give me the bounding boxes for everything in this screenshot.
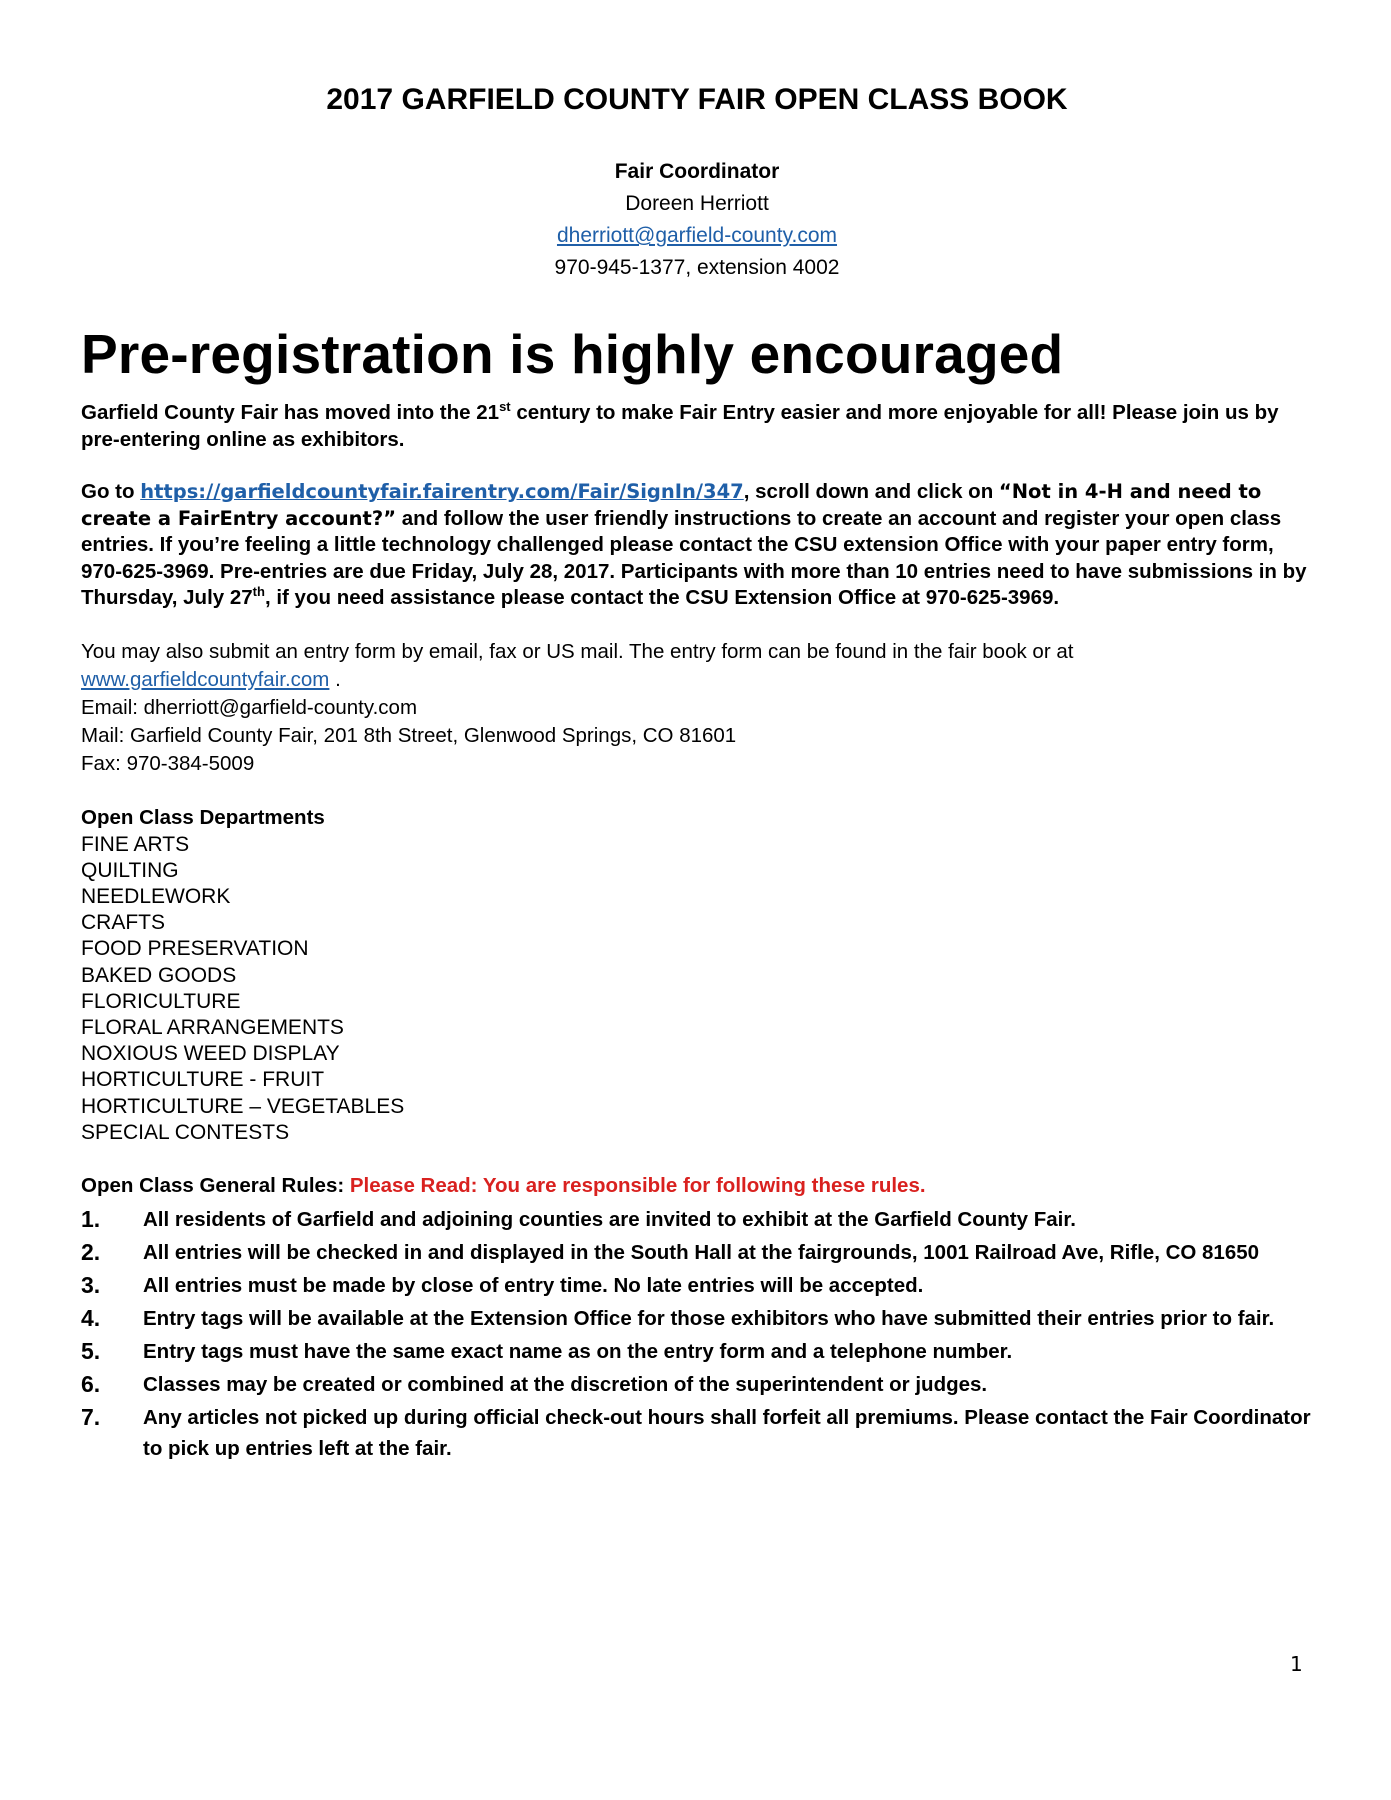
list-item: SPECIAL CONTESTS: [81, 1120, 290, 1144]
page-content: [81, 80, 1313, 1466]
rule-item: [81, 1204, 1313, 1235]
instructions-after-url: , scroll down and click on: [743, 480, 999, 503]
intro-superscript: st: [499, 399, 511, 415]
rule-item: [81, 1402, 1313, 1464]
list-item: CRAFTS: [81, 911, 165, 935]
list-item: NEEDLEWORK: [81, 884, 231, 908]
instructions-superscript: th: [252, 584, 265, 600]
headline: Pre-registration is highly encouraged: [81, 323, 1064, 385]
list-item: FINE ARTS: [81, 832, 190, 856]
list-item: FOOD PRESERVATION: [81, 937, 309, 961]
submit-text: You may also submit an entry form by email, fax or US mail. The entry form can be found in the fair book or at: [81, 639, 1074, 663]
rule-text: Entry tags will be available at the Extension Office for those exhibitors who have submitted their entries prior to fair.: [143, 1306, 1275, 1330]
rule-number: 7.: [81, 1403, 101, 1430]
instructions-end: , if you need assistance please contact the CSU Extension Office at 970-625-3969.: [264, 586, 1060, 609]
rule-text: All entries must be made by close of entry time. No late entries will be accepted.: [143, 1273, 924, 1297]
coordinator-phone: 970-945-1377, extension 4002: [554, 256, 840, 279]
submit-paragraph: [81, 638, 1313, 778]
rule-text: Entry tags must have the same exact name as on the entry form and a telephone number.: [143, 1339, 1013, 1363]
submit-mail: Mail: Garfield County Fair, 201 8th Street, Glenwood Springs, CO 81601: [81, 723, 737, 747]
coordinator-block: [81, 156, 1313, 284]
instructions-paragraph: [81, 479, 1313, 612]
website-link[interactable]: www.garfieldcountyfair.com: [81, 667, 330, 691]
departments-heading: Open Class Departments: [81, 805, 325, 829]
rule-item: [81, 1303, 1313, 1334]
instructions-go-to: Go to: [81, 480, 141, 503]
rules-heading-label: Open Class General Rules:: [81, 1173, 350, 1197]
website-trail: .: [329, 667, 341, 691]
rule-number: 4.: [81, 1304, 101, 1331]
rules-warning: Please Read: You are responsible for following these rules.: [349, 1173, 926, 1197]
list-item: HORTICULTURE – VEGETABLES: [81, 1094, 405, 1118]
page-number: 1: [1290, 1652, 1303, 1676]
document-title: 2017 GARFIELD COUNTY FAIR OPEN CLASS BOOK: [326, 83, 1068, 116]
coordinator-email-link[interactable]: dherriott@garfield-county.com: [556, 224, 838, 247]
rule-item: [81, 1336, 1313, 1367]
intro-text-2: century to make Fair Entry easier and more enjoyable for all! Please join us by pre-entering online as exhibitors.: [81, 401, 1279, 451]
list-item: FLORAL ARRANGEMENTS: [81, 1015, 344, 1039]
rule-number: 1.: [81, 1205, 101, 1232]
instructions-quote: “Not in 4-H and need to create a FairEntry account?”: [81, 480, 1262, 530]
rule-number: 6.: [81, 1370, 101, 1397]
list-item: QUILTING: [81, 858, 179, 882]
departments-list: [81, 832, 1313, 1146]
rule-number: 3.: [81, 1271, 101, 1298]
list-item: NOXIOUS WEED DISPLAY: [81, 1042, 340, 1066]
coordinator-name: Doreen Herriott: [625, 192, 769, 215]
rule-text: All entries will be checked in and displayed in the South Hall at the fairgrounds, 1001 Railroad Ave, Rifle, CO 81650: [143, 1240, 1260, 1264]
rule-text: All residents of Garfield and adjoining counties are invited to exhibit at the Garfield County Fair.: [143, 1207, 1076, 1231]
rule-number: 2.: [81, 1238, 101, 1265]
rules-list: [81, 1204, 1313, 1464]
rule-item: [81, 1369, 1313, 1400]
rule-number: 5.: [81, 1337, 101, 1364]
submit-fax: Fax: 970-384-5009: [81, 751, 255, 775]
list-item: BAKED GOODS: [81, 963, 237, 987]
instructions-rest: and follow the user friendly instructions to create an account and register your open class entries. If you’re feeling a little technology challenged please contact the CSU extension Office with your paper entry form, 970-625-3969. Pre-entries are due Friday, July 28, 2017. Participants with more than 10 entries need to have submissions in by Thursday, July 27: [81, 506, 1307, 609]
fairentry-link[interactable]: https://garfieldcountyfair.fairentry.com/Fair/SignIn/347: [140, 480, 744, 503]
rule-text: Any articles not picked up during official check-out hours shall forfeit all premiums. Please contact the Fair Coordinator to pick up entries left at the fair.: [143, 1405, 1311, 1460]
list-item: FLORICULTURE: [81, 989, 241, 1013]
rules-heading: [81, 1172, 1313, 1200]
intro-paragraph: [81, 400, 1313, 453]
submit-email: Email: dherriott@garfield-county.com: [81, 695, 418, 719]
rule-text: Classes may be created or combined at the discretion of the superintendent or judges.: [143, 1372, 988, 1396]
intro-text-1: Garfield County Fair has moved into the 21: [81, 401, 500, 424]
rule-item: [81, 1237, 1313, 1268]
rule-item: [81, 1270, 1313, 1301]
coordinator-label: Fair Coordinator: [614, 160, 780, 183]
list-item: HORTICULTURE - FRUIT: [81, 1068, 325, 1092]
